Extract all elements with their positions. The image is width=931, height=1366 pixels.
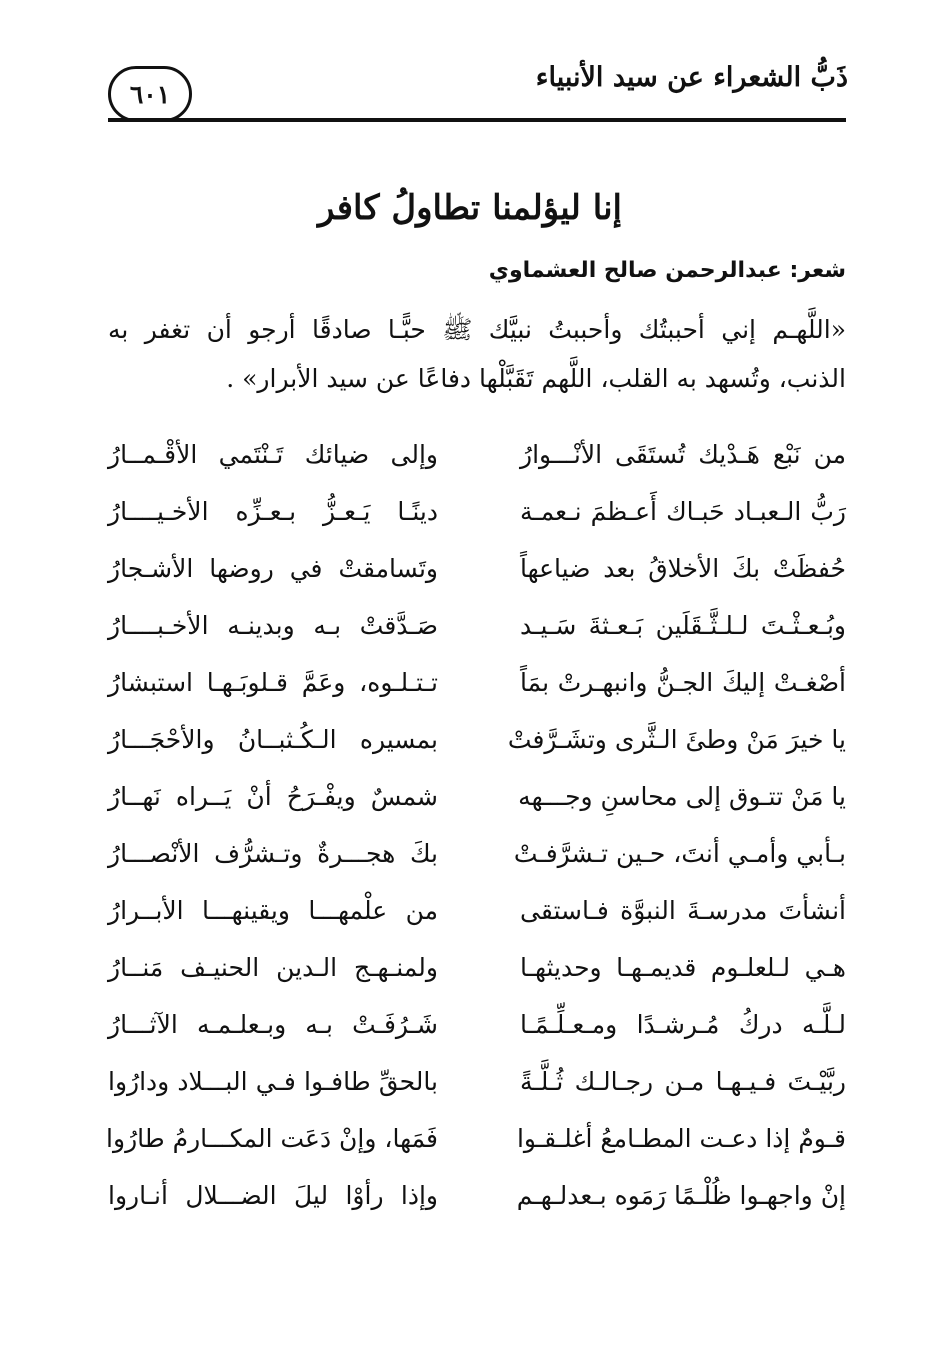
header-divider — [108, 118, 846, 122]
verse-first-hemistich: رَبُّ الـعبـاد حَبـاك أَعـظمَ نـعمـة — [520, 497, 846, 526]
running-header-title: ذَبُّ الشعراء عن سيد الأنبياء — [535, 62, 848, 93]
verse-second-hemistich: دينًـا يَـعـزُّ بـعـزِّه الأخـيــــارُ — [108, 497, 438, 526]
page-number: ٦٠١ — [108, 66, 192, 122]
intro-paragraph-line: «اللَّهـم إني أحببتُك وأحببتُ نبيَّك ﷺ حبًّـا صادقًا أرجو أن تغفر به — [108, 315, 846, 344]
verse-first-hemistich: إنْ واجهـوا ظُلْـمًا رَمَوه بـعدلـهـم — [516, 1181, 846, 1210]
verse-row — [0, 658, 931, 715]
verse-first-hemistich: حُفظَتْ بكَ الأخلاقُ بعد ضياعهاً — [520, 554, 846, 583]
verse-row — [0, 1000, 931, 1057]
verse-first-hemistich: هـي لـلعلـوم قديمـهـا وحديثهـا — [520, 953, 846, 982]
verse-second-hemistich: شَـرُفَـتْ بـه وبـعلـمـه الآثـــارُ — [108, 1010, 438, 1039]
verse-second-hemistich: بالحقِّ طافـوا فـي البـــلاد ودارُوا — [108, 1067, 438, 1096]
verse-row — [0, 1057, 931, 1114]
verse-row — [0, 829, 931, 886]
verse-second-hemistich: من علْمهـــا ويقينهـــا الأبــرارُ — [108, 896, 438, 925]
verse-first-hemistich: قـومٌ إذا دعـت المطـامعُ أغلـقـوا — [516, 1124, 846, 1153]
verse-first-hemistich: أصْغـتْ إليكَ الجـنُّ وانبهـرتْ بمَاً — [520, 668, 846, 697]
verse-second-hemistich: تـتـلـوه، وعَمَّ قـلوبَـهـا استبشارُ — [108, 668, 438, 697]
verse-second-hemistich: فَمَها، وإنْ دَعَت المكـــارمُ طارُوا — [106, 1124, 438, 1153]
verse-second-hemistich: صَـدَّقتْ بـه وبدينـه الأخـبــــارُ — [108, 611, 438, 640]
verse-row — [0, 430, 931, 487]
verse-row — [0, 943, 931, 1000]
verse-second-hemistich: وتَسامقتْ في روضها الأشـجارُ — [108, 554, 438, 583]
verse-first-hemistich: وبُـعـثْـتَ لـلـثَّـقَلَين بَـعـثةَ سَـيـد — [520, 611, 846, 640]
verse-second-hemistich: وإذا رأوْا ليلَ الضـــلال أنـاروا — [108, 1181, 438, 1210]
verse-second-hemistich: ولمنـهـج الـدين الحنيـف مَنــارُ — [108, 953, 438, 982]
verse-row — [0, 772, 931, 829]
verse-first-hemistich: ربَّيْـتَ فـيـهـا مـن رجـالـك ثُـلَّـةً — [520, 1067, 846, 1096]
verse-second-hemistich: بمسيره الـكُـثبــانُ والأحْجَـــارُ — [108, 725, 438, 754]
verse-first-hemistich: من نَبْع هَـدْيك تُستَقَى الأنْـــوارُ — [520, 440, 846, 469]
poet-credit: شعر: عبدالرحمن صالح العشماوي — [488, 258, 846, 283]
verse-first-hemistich: لـلَّـه دركُ مُـرشـدًا ومـعـلِّـمًـا — [520, 1010, 846, 1039]
verse-row — [0, 487, 931, 544]
verse-row — [0, 601, 931, 658]
verse-second-hemistich: بكَ هجـــرةٌ وتـشرُّف الأنْصـــارُ — [108, 839, 438, 868]
poem-title: إنا ليؤلمنا تطاولُ كافر — [318, 188, 622, 228]
verse-row — [0, 1171, 931, 1228]
intro-paragraph-line: الذنب، وتُسهد به القلب، اللَّهم تَقَبَّلْها دفاعًا عن سيد الأبرار» . — [226, 364, 846, 393]
verse-first-hemistich: يا مَنْ تتـوق إلى محاسنِ وجـــهه — [518, 782, 846, 811]
verse-row — [0, 715, 931, 772]
verse-first-hemistich: يا خيرَ مَنْ وطئَ الـثَّرى وتشَـرَّفتْ — [507, 725, 846, 754]
verse-first-hemistich: أنشأتَ مدرسـةَ النبوَّة فـاستقى — [520, 896, 846, 925]
verse-row — [0, 886, 931, 943]
verse-second-hemistich: وإلى ضيائك تَـنْتَمي الأقْـمــارُ — [108, 440, 438, 469]
verse-first-hemistich: بـأبي وأمـي أنتَ، حـين تـشرَّفـتْ — [513, 839, 846, 868]
verse-row — [0, 1114, 931, 1171]
verse-row — [0, 544, 931, 601]
verse-second-hemistich: شمسٌ ويفْـرَحُ أنْ يَــراه نَهــارُ — [108, 782, 438, 811]
